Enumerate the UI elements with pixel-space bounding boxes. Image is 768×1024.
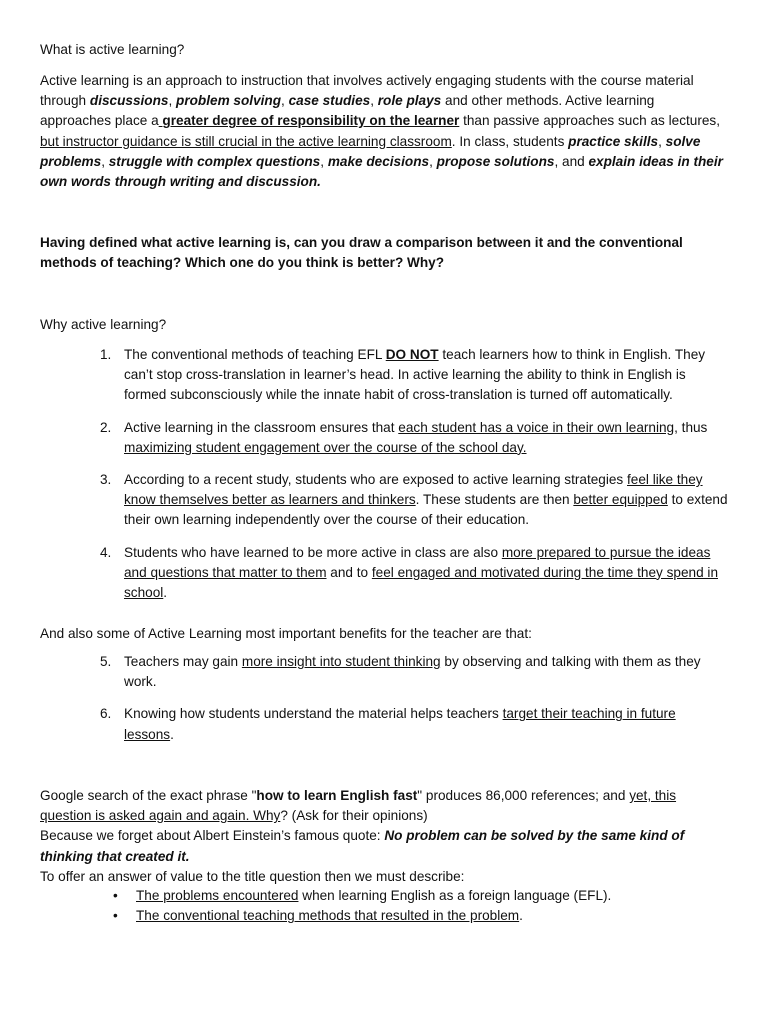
google-underlined: yet, this question is asked again and again. Why (40, 788, 677, 824)
item-text: . (170, 726, 174, 742)
item-text: . (163, 585, 168, 601)
item-emphasis: DO NOT (385, 347, 439, 362)
item-underlined: each student has a voice in their own learning (398, 419, 675, 435)
intro-term: practice skills (568, 133, 659, 149)
intro-text: and other methods. Active learning approaches place a (40, 93, 655, 129)
list-item (100, 543, 728, 604)
list-item (100, 704, 728, 744)
item-text: , thus (674, 419, 708, 435)
list-item (100, 345, 728, 406)
item-text: According to a recent study, students who are exposed to active learning strategies (124, 472, 628, 488)
intro-term: make decisions (327, 153, 430, 169)
einstein-quote: No problem can be solved by the same kind of thinking that created it. (40, 828, 685, 864)
list-item (100, 652, 728, 692)
bullet-marker: • (113, 888, 118, 903)
reasons-list (100, 345, 728, 615)
intro-text: , (320, 153, 328, 169)
intro-term: explain ideas in their own words through writing and discussion. (40, 153, 723, 190)
intro-term: propose solutions (436, 153, 555, 169)
intro-text: , (281, 93, 289, 109)
intro-text: Active learning is an approach to instruction that involves actively engaging students with the course material through (40, 73, 694, 109)
item-text: The conventional methods of teaching EFL (124, 347, 386, 362)
list-item (100, 418, 728, 458)
item-text: . These students are then (415, 492, 574, 508)
list-number: 4. (100, 544, 112, 560)
item-underlined: maximizing student engagement over the course of the school day. (124, 439, 527, 455)
item-underlined: more prepared to pursue the ideas and questions that matter to them (124, 544, 711, 580)
closing-section (40, 786, 728, 887)
item-underlined: feel like they know themselves better as learners and thinkers (124, 472, 703, 508)
item-underlined: target their teaching in future lessons (124, 706, 676, 742)
intro-text: , and (554, 153, 589, 169)
intro-text: , (658, 133, 666, 149)
describe-bullet-list (113, 886, 728, 926)
google-text: ? (Ask for their opinions) (280, 808, 428, 824)
intro-text: , (429, 153, 437, 169)
bullet-underlined: The problems encountered (136, 888, 299, 903)
item-text: and to (326, 564, 372, 580)
intro-term: struggle with complex questions (108, 153, 321, 169)
google-text: Google search of the exact phrase " (40, 788, 257, 803)
intro-term: problem solving (176, 93, 282, 109)
item-underlined: better equipped (573, 492, 668, 508)
item-text: Active learning in the classroom ensures that (124, 419, 399, 435)
why-heading: Why active learning? (40, 317, 167, 332)
intro-text: , (370, 93, 378, 109)
google-paragraph (40, 786, 728, 826)
intro-text: . In class, students (451, 133, 569, 149)
teacher-heading: And also some of Active Learning most important benefits for the teacher are that: (40, 626, 532, 641)
einstein-paragraph (40, 826, 728, 866)
page-title: What is active learning? (40, 42, 185, 57)
bullet-marker: • (113, 908, 118, 924)
search-phrase: how to learn English fast (256, 788, 418, 803)
bullet-text: when learning English as a foreign language (EFL). (298, 888, 612, 903)
intro-underlined: but instructor guidance is still crucial in the active learning classroom (40, 133, 452, 149)
einstein-text: Because we forget about Albert Einstein’s famous quote: (40, 828, 385, 844)
google-text: " produces 86,000 references; and (417, 788, 630, 803)
list-number: 1. (100, 347, 112, 362)
bullet-item (113, 886, 728, 906)
item-underlined: more insight into student thinking (241, 654, 441, 669)
list-number: 5. (100, 654, 112, 669)
intro-text: , (101, 153, 109, 169)
item-text: Knowing how students understand the material helps teachers (124, 706, 503, 722)
intro-underlined-bold: greater degree of responsibility on the learner (158, 113, 460, 129)
item-text: Teachers may gain (124, 654, 242, 669)
item-text: to extend their own learning independently over the course of their education. (124, 492, 728, 528)
item-underlined: feel engaged and motivated during the time they spend in school (124, 564, 718, 601)
list-number: 2. (100, 419, 112, 435)
bullet-item (113, 906, 728, 926)
intro-term: solve problems (40, 133, 701, 169)
comparison-question: Having defined what active learning is, can you draw a comparison between it and the conventional methods of teaching? Which one do you think is better? Why? (40, 235, 683, 271)
intro-text: , (168, 93, 177, 109)
intro-term: case studies (288, 93, 371, 109)
intro-text: than passive approaches such as lectures, (459, 113, 721, 129)
teacher-benefits-list (100, 652, 728, 757)
list-number: 3. (100, 472, 112, 488)
list-item (100, 470, 728, 531)
describe-line: To offer an answer of value to the title question then we must describe: (40, 868, 465, 884)
bullet-text: . (519, 908, 523, 924)
intro-term: role plays (377, 93, 442, 109)
intro-term: discussions (89, 93, 169, 109)
bullet-underlined: The conventional teaching methods that resulted in the problem (136, 908, 520, 924)
intro-paragraph (40, 71, 728, 192)
list-number: 6. (100, 706, 112, 722)
item-text: Students who have learned to be more active in class are also (124, 544, 502, 560)
item-text: teach learners how to think in English. They can’t stop cross-translation in learner’s head. In active learning the ability to think in English is formed subconsciously while the innate habit of cross-translation is turned off automatically. (124, 347, 706, 403)
item-text: by observing and talking with them as they work. (124, 654, 701, 690)
